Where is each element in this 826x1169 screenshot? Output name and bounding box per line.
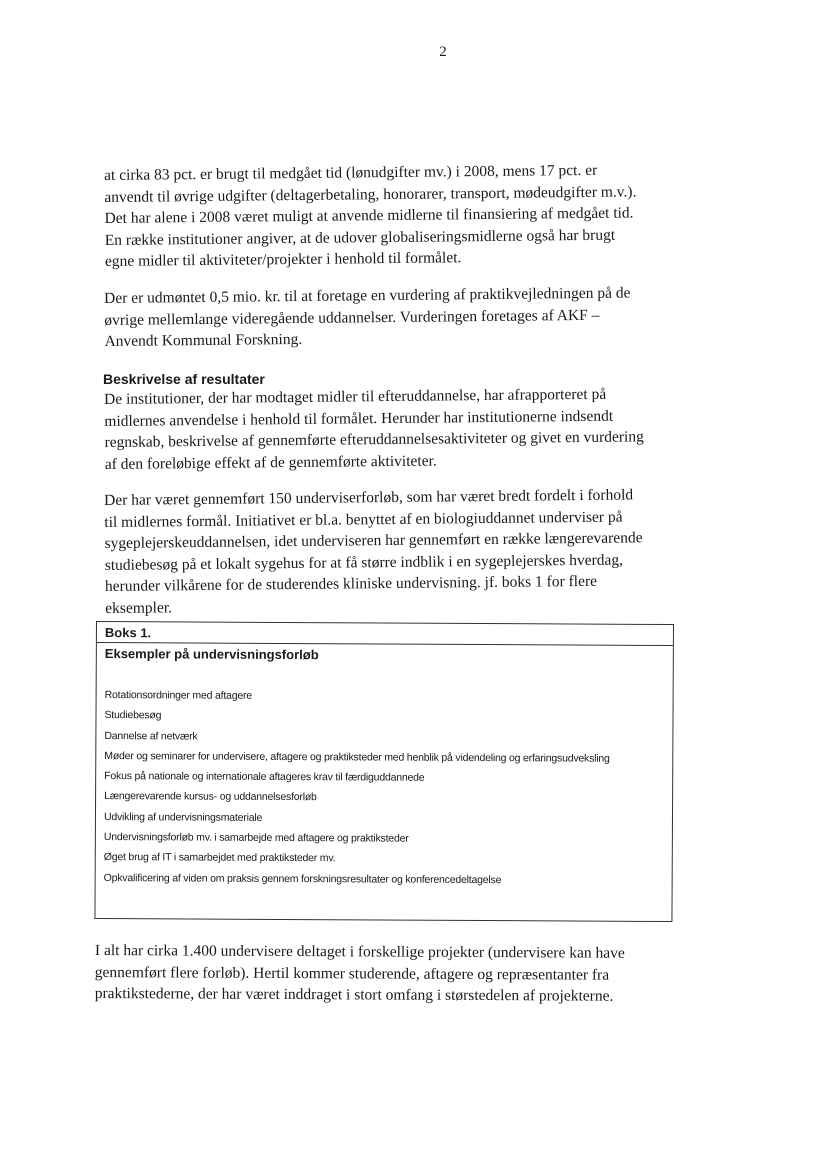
- paragraph-evaluation: Der er udmøntet 0,5 mio. kr. til at foretage en vurdering af praktikvejledningen på de øvrige mellemlange videregående uddannelser. Vurderingen foretages af AKF – Anvendt Kommunal Forskning.: [104, 284, 631, 351]
- box-item-list: [104, 688, 671, 894]
- box-label: Boks 1.: [97, 622, 673, 646]
- paragraph-reporting: De institutioner, der har modtaget midler til efteruddannelse, har afrapporteret på midlernes anvendelse i henhold til formålet. Herunder har institutionerne indsendt regnskab, beskrivelse af gennemførte efteruddannelsesaktiviteter og givet en vurdering af den foreløbige effekt af de gennemførte aktiviteter.: [104, 385, 644, 473]
- page-number: 2: [439, 44, 447, 60]
- paragraph-funding-usage: at cirka 83 pct. er brugt til medgået tid (lønudgifter mv.) i 2008, mens 17 pct. er anvendt til øvrige udgifter (deltagerbetaling, honorarer, transport, mødeudgifter m.v.). Det har alene i 2008 været muligt at anvende midlerne til finansiering af medgået tid. En række institutioner angiver, at de udover globaliseringsmidlerne også har brugt egne midler til aktiviteter/projekter i henhold til formålet.: [104, 161, 637, 271]
- list-item: Øget brug af IT i samarbejdet med praktiksteder mv.: [103, 851, 336, 865]
- list-item: Undervisningsforløb mv. i samarbejde med aftagere og praktiksteder: [103, 831, 409, 845]
- paragraph-teacher-courses: Der har været gennemført 150 underviserforløb, som har været bredt fordelt i forhold til midlernes formål. Initiativet er bl.a. benyttet af en biologiuddannet underviser på sygeplejerskeuddannelsen, idet underviseren har gennemført en række længerevarende studiebesøg på et lokalt sygehus for at få større indblik i en sygeplejerskes hverdag, herunder vilkårene for de studerendes kliniske undervisning. jf. boks 1 for flere eksempler.: [104, 486, 643, 617]
- box-title: Eksempler på undervisningsforløb: [104, 646, 319, 663]
- list-item: Fokus på nationale og internationale aftageres krav til færdiguddannede: [104, 770, 425, 784]
- list-item: Længerevarende kursus- og uddannelsesforløb: [104, 790, 317, 804]
- list-item: Opkvalificering af viden om praksis gennem forskningsresultater og konferencedeltagelse: [103, 871, 502, 886]
- section-heading-results: Beskrivelse af resultater: [103, 371, 265, 387]
- list-item: Studiebesøg: [104, 709, 162, 722]
- list-item: Dannelse af netværk: [104, 729, 198, 743]
- list-item: Møder og seminarer for undervisere, aftagere og praktiksteder med henblik på videndeling og erfaringsudveksling: [104, 749, 610, 765]
- example-box: [94, 621, 674, 922]
- list-item: Udvikling af undervisningsmateriale: [103, 810, 263, 824]
- list-item: Rotationsordninger med aftagere: [104, 689, 252, 702]
- paragraph-participants: I alt har cirka 1.400 undervisere deltaget i forskellige projekter (undervisere kan have gennemført flere forløb). Hertil kommer studerende, aftagere og repræsentanter fra praktikstederne, der har været inddraget i stort omfang i størstedelen af projekterne.: [94, 942, 625, 1005]
